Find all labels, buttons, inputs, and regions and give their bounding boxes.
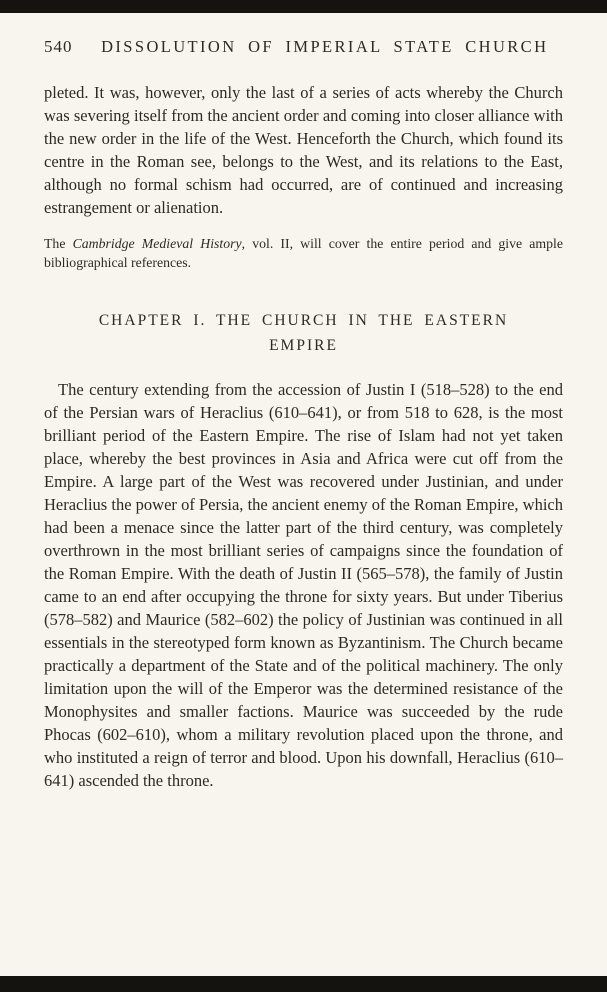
bibliography-note: [44, 235, 563, 272]
chapter-heading-line2: EMPIRE: [269, 337, 338, 354]
chapter-heading-line1: CHAPTER I. THE CHURCH IN THE EASTERN: [98, 312, 509, 329]
scan-edge-top: [0, 0, 607, 13]
note-suffix: , vol. II, will cover the entire period and give ample bibliographical references.: [44, 236, 563, 270]
book-title-italic: Cambridge Medieval History: [72, 236, 242, 251]
running-head: [44, 37, 563, 57]
paragraph-continuation: pleted. It was, however, only the last of a series of acts whereby the Church was severing itself from the ancient order and coming into closer alliance with the new order in the life of the West. Henceforth the Church, which found its centre in the Roman see, belongs to the West, and its relations to the East, although no formal schism had occurred, are of continued and increasing estrangement or alienation.: [44, 83, 563, 217]
running-title: DISSOLUTION OF IMPERIAL STATE CHURCH: [101, 37, 549, 56]
book-page: [0, 13, 607, 792]
note-prefix: The: [44, 236, 73, 251]
chapter-heading: [44, 308, 563, 358]
page-number: 540: [44, 37, 73, 56]
paragraph-main: The century extending from the accession of Justin I (518–528) to the end of the Persian wars of Heraclius (610–641), or from 518 to 628, is the most brilliant period of the Eastern Empire. The rise of Islam had not yet taken place, whereby the best provinces in Asia and Africa were cut off from the Empire. A large part of the West was recovered under Justinian, and under Heraclius the power of Persia, the ancient enemy of the Roman Empire, which had been a menace since the latter part of the third century, was completely overthrown in the most brilliant series of campaigns since the foundation of the Roman Empire. With the death of Justin II (565–578), the family of Justin came to an end after occupying the throne for sixty years. But under Tiberius (578–582) and Maurice (582–602) the policy of Justinian was continued in all essentials in the stereotyped form known as Byzantinism. The Church became practically a department of the State and of the political machinery. The only limitation upon the will of the Emperor was the determined resistance of the Monophysites and smaller factions. Maurice was succeeded by the rude Phocas (602–610), whom a military revolution placed upon the throne, and who instituted a reign of terror and blood. Upon his downfall, Heraclius (610–641) ascended the throne.: [44, 380, 563, 790]
scan-edge-bottom: [0, 976, 607, 992]
